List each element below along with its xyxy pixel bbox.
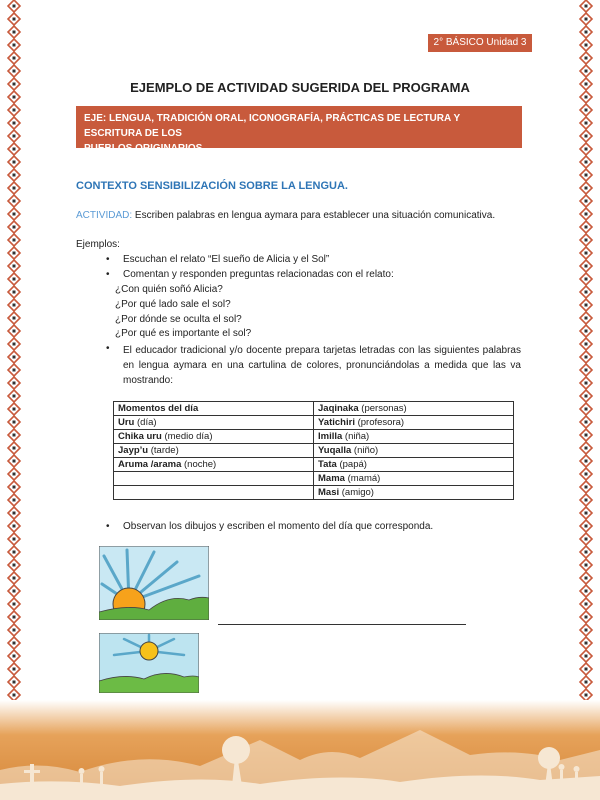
translation: (papá)	[336, 459, 367, 470]
translation: (niño)	[351, 445, 379, 456]
actividad-text: Escriben palabras en lengua aymara para establecer una situación comunicativa.	[132, 210, 496, 221]
bullet-icon: •	[106, 343, 110, 354]
translation: (profesora)	[354, 417, 405, 428]
aymara-word: Mama	[318, 473, 345, 484]
table-cell	[314, 472, 514, 486]
eje-text-line2: PUEBLOS ORIGINARIOS.	[84, 143, 206, 154]
translation: (día)	[134, 417, 157, 428]
translation: (personas)	[358, 403, 407, 414]
translation: (amigo)	[339, 487, 374, 498]
bullet-icon: •	[106, 269, 110, 280]
aymara-word: Uru	[118, 417, 135, 428]
table-cell	[114, 444, 314, 458]
table-cell	[314, 458, 514, 472]
aymara-word: Aruma /arama	[118, 459, 182, 470]
morning-sun-drawing	[99, 633, 199, 693]
table-cell	[314, 416, 514, 430]
aymara-word: Momentos del día	[118, 403, 199, 414]
instruction-paragraph: El educador tradicional y/o docente prepara tarjetas letradas con las siguientes palabras en lengua aymara en una cartulina de colores, pronunciándolas a medida que las va mostrando:	[123, 345, 521, 386]
sunrise-drawing	[99, 546, 209, 620]
table-cell	[114, 416, 314, 430]
table-row	[114, 402, 514, 416]
bullet-item: Escuchan el relato “El sueño de Alicia y el Sol”	[123, 254, 330, 265]
translation: (niña)	[342, 431, 370, 442]
table-cell	[314, 486, 514, 500]
footer-landscape-illustration	[0, 700, 600, 800]
question-item: ¿Con quién soñó Alicia?	[115, 284, 223, 295]
bullet-icon: •	[106, 521, 110, 532]
table-cell	[314, 430, 514, 444]
table-cell	[114, 472, 314, 486]
table-row	[114, 486, 514, 500]
table-row	[114, 444, 514, 458]
actividad-label: ACTIVIDAD:	[76, 210, 133, 221]
eje-text-line1: EJE: LENGUA, TRADICIÓN ORAL, ICONOGRAFÍA, PRÁCTICAS DE LECTURA Y ESCRITURA DE LOS	[84, 113, 460, 139]
ejemplos-label: Ejemplos:	[76, 239, 120, 250]
grade-unit-badge: 2° BÁSICO Unidad 3	[428, 34, 532, 52]
aymara-word: Imilla	[318, 431, 343, 442]
bullet-item: Comentan y responden preguntas relacionadas con el relato:	[123, 269, 394, 280]
eje-banner	[76, 106, 522, 154]
translation: (tarde)	[148, 445, 179, 456]
answer-line	[218, 624, 466, 625]
bullet-icon: •	[106, 254, 110, 265]
aymara-word: Tata	[318, 459, 337, 470]
aymara-word: Masi	[318, 487, 340, 498]
question-item: ¿Por qué es importante el sol?	[115, 328, 252, 339]
question-item: ¿Por qué lado sale el sol?	[115, 299, 231, 310]
aymara-word: Yatichiri	[318, 417, 355, 428]
translation: (medio día)	[161, 431, 213, 442]
contexto-heading: CONTEXTO SENSIBILIZACIÓN SOBRE LA LENGUA.	[76, 180, 348, 192]
aymara-word: Chika uru	[118, 431, 162, 442]
aymara-word: Yuqalla	[318, 445, 352, 456]
table-row	[114, 416, 514, 430]
vocabulary-table	[113, 401, 514, 500]
actividad-line	[76, 210, 495, 221]
decorative-border-left	[3, 0, 25, 800]
table-cell	[114, 486, 314, 500]
table-row	[114, 458, 514, 472]
bullet-item: Observan los dibujos y escriben el momento del día que corresponda.	[123, 521, 434, 532]
aymara-word: Jaqinaka	[318, 403, 359, 414]
decorative-border-right	[575, 0, 597, 800]
table-cell	[114, 430, 314, 444]
translation: (mamá)	[344, 473, 381, 484]
page-title: EJEMPLO DE ACTIVIDAD SUGERIDA DEL PROGRAMA	[130, 80, 470, 95]
table-cell	[114, 402, 314, 416]
translation: (noche)	[181, 459, 217, 470]
question-item: ¿Por dónde se oculta el sol?	[115, 314, 242, 325]
table-cell	[114, 458, 314, 472]
table-row	[114, 430, 514, 444]
table-row	[114, 472, 514, 486]
table-cell	[314, 444, 514, 458]
table-cell	[314, 402, 514, 416]
aymara-word: Jayp’u	[118, 445, 149, 456]
